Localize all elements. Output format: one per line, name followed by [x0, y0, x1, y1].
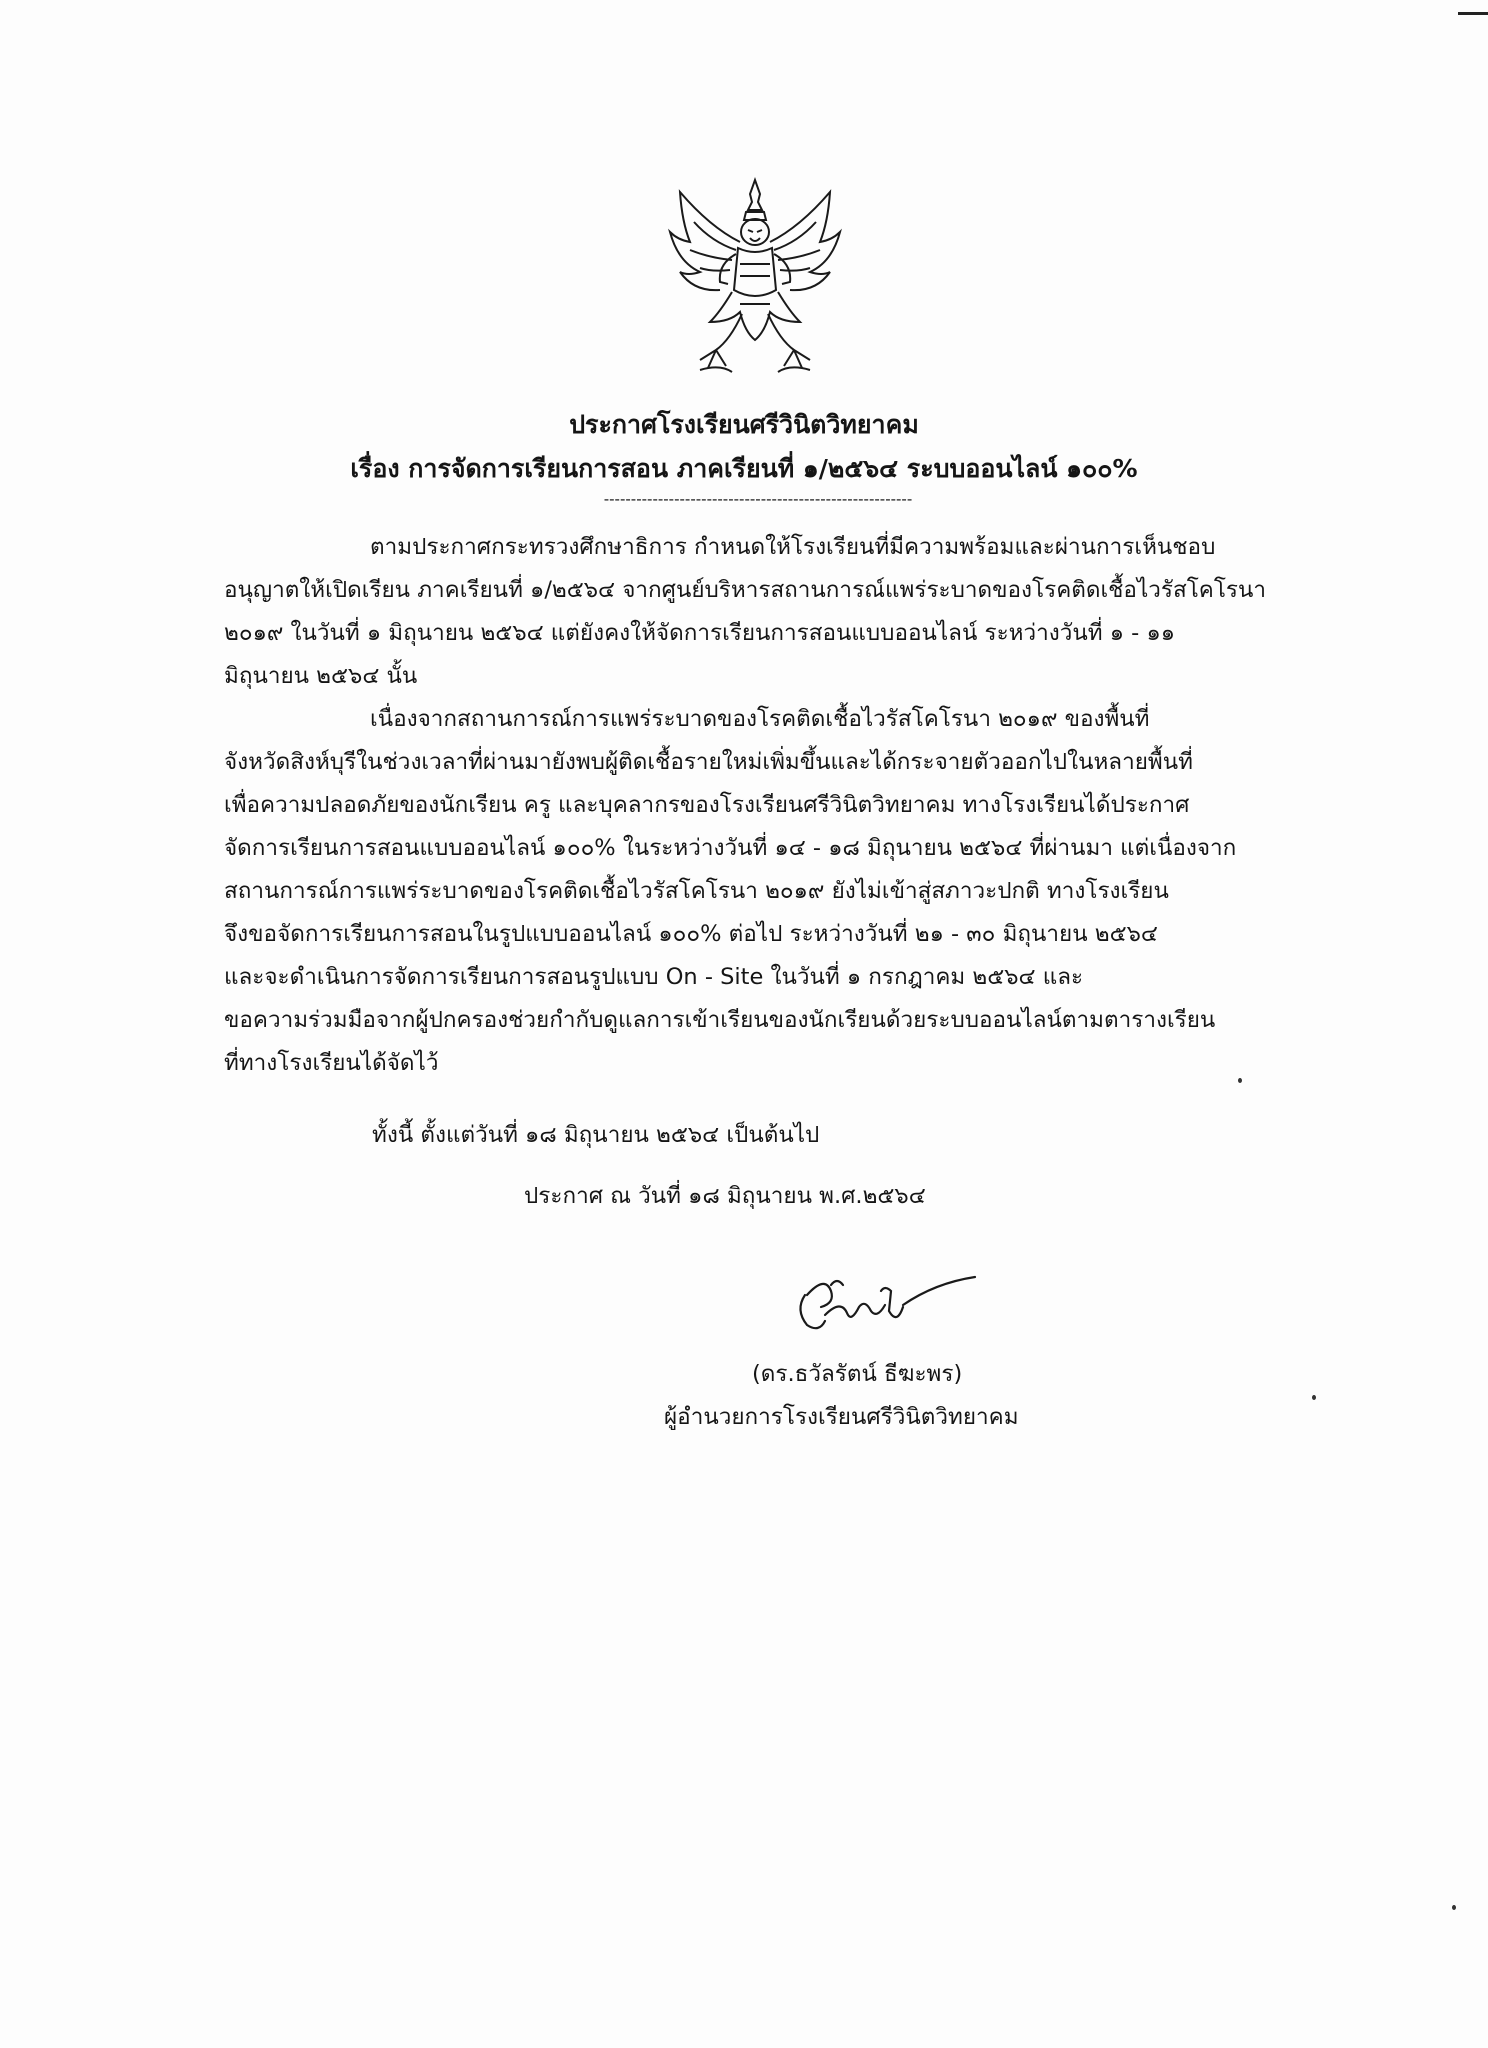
paragraph-2-line: จัดการเรียนการสอนแบบออนไลน์ ๑๐๐% ในระหว่างวันที่ ๑๔ - ๑๘ มิถุนายน ๒๕๖๔ ที่ผ่านมา แต่เนื่องจาก — [224, 835, 1237, 861]
effective-date-statement: ทั้งนี้ ตั้งแต่วันที่ ๑๘ มิถุนายน ๒๕๖๔ เป็นต้นไป — [372, 1122, 820, 1148]
signer-name: (ดร.ธวัลรัตน์ ธีฆะพร) — [752, 1361, 963, 1387]
paragraph-1-line: มิถุนายน ๒๕๖๔ นั้น — [224, 663, 418, 689]
scan-speck — [1312, 1395, 1316, 1400]
paragraph-2-line: สถานการณ์การแพร่ระบาดของโรคติดเชื้อไวรัสโคโรนา ๒๐๑๙ ยังไม่เข้าสู่สภาวะปกติ ทางโรงเรียน — [224, 878, 1169, 904]
paragraph-2-line: ขอความร่วมมือจากผู้ปกครองช่วยกำกับดูแลการเข้าเรียนของนักเรียนด้วยระบบออนไลน์ตามตารางเรียน — [224, 1007, 1216, 1033]
announcement-body — [224, 526, 1312, 1085]
paragraph-2-line: เพื่อความปลอดภัยของนักเรียน ครู และบุคลากรของโรงเรียนศรีวินิตวิทยาคม ทางโรงเรียนได้ประกาศ — [224, 792, 1190, 818]
paragraph-1-line: ตามประกาศกระทรวงศึกษาธิการ กำหนดให้โรงเรียนที่มีความพร้อมและผ่านการเห็นชอบ — [370, 534, 1216, 560]
announcement-title: ประกาศโรงเรียนศรีวินิตวิทยาคม — [569, 410, 919, 439]
scan-speck — [1452, 1905, 1456, 1910]
paragraph-2-line: จึงขอจัดการเรียนการสอนในรูปแบบออนไลน์ ๑๐๐% ต่อไป ระหว่างวันที่ ๒๑ - ๓๐ มิถุนายน ๒๕๖๔ — [224, 921, 1158, 947]
announcement-date: ประกาศ ณ วันที่ ๑๘ มิถุนายน พ.ศ.๒๕๖๔ — [524, 1183, 926, 1209]
paragraph-1-line: ๒๐๑๙ ในวันที่ ๑ มิถุนายน ๒๕๖๔ แต่ยังคงให้จัดการเรียนการสอนแบบออนไลน์ ระหว่างวันที่ ๑ - ๑๑ — [224, 620, 1176, 646]
garuda-emblem-icon — [660, 172, 850, 382]
paragraph-2-line: และจะดำเนินการจัดการเรียนการสอนรูปแบบ On - Site ในวันที่ ๑ กรกฎาคม ๒๕๖๔ และ — [224, 964, 1084, 990]
paragraph-2-line: ที่ทางโรงเรียนได้จัดไว้ — [224, 1050, 439, 1076]
signature-icon — [785, 1255, 985, 1340]
announcement-subject: เรื่อง การจัดการเรียนการสอน ภาคเรียนที่ ๑/๒๕๖๔ ระบบออนไลน์ ๑๐๐% — [350, 454, 1138, 483]
signer-title: ผู้อำนวยการโรงเรียนศรีวินิตวิทยาคม — [664, 1404, 1019, 1430]
scan-speck — [1238, 1078, 1242, 1083]
scan-edge-mark — [1458, 12, 1488, 15]
paragraph-2-line: จังหวัดสิงห์บุรีในช่วงเวลาที่ผ่านมายังพบผู้ติดเชื้อรายใหม่เพิ่มขึ้นและได้กระจายตัวออกไปในหลายพื้นที่ — [224, 749, 1193, 775]
paragraph-2-line: เนื่องจากสถานการณ์การแพร่ระบาดของโรคติดเชื้อไวรัสโคโรนา ๒๐๑๙ ของพื้นที่ — [370, 706, 1150, 732]
title-divider: --------------------------------------------------------- — [603, 490, 913, 508]
paragraph-1-line: อนุญาตให้เปิดเรียน ภาคเรียนที่ ๑/๒๕๖๔ จากศูนย์บริหารสถานการณ์แพร่ระบาดของโรคติดเชื้อไวรัสโคโรนา — [224, 577, 1267, 603]
